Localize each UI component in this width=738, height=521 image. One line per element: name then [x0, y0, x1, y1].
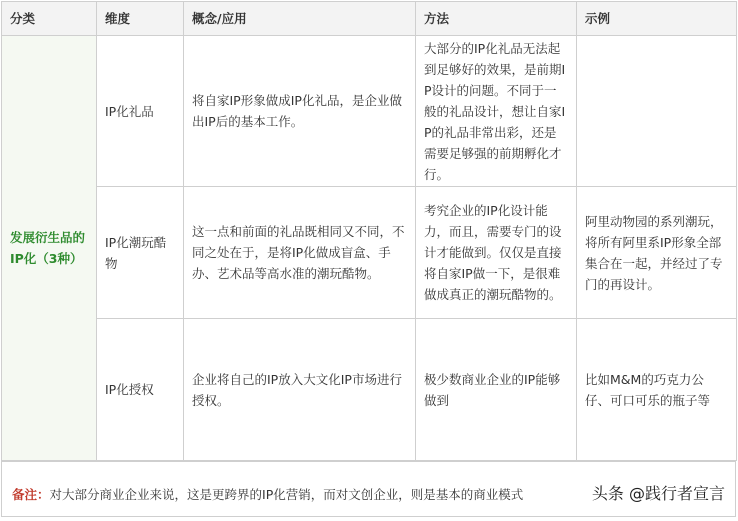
note-label: 备注：: [12, 487, 50, 502]
header-dimension: 维度: [97, 2, 184, 36]
table-row: [2, 36, 737, 187]
header-category: 分类: [2, 2, 97, 36]
dimension-cell: IP化礼品: [97, 36, 184, 187]
example-cell: 阿里动物园的系列潮玩，将所有阿里系IP形象全部集合在一起，并经过了专门的再设计。: [577, 187, 737, 319]
dimension-cell: IP化潮玩酷物: [97, 187, 184, 319]
method-cell: 大部分的IP化礼品无法起到足够好的效果，是前期IP设计的问题。不同于一般的礼品设计，想让自家IP的礼品非常出彩，还是需要足够强的前期孵化才行。: [416, 36, 577, 187]
classification-table: [1, 1, 737, 461]
concept-cell: 将自家IP形象做成IP化礼品，是企业做出IP后的基本工作。: [184, 36, 416, 187]
dimension-cell: IP化授权: [97, 319, 184, 461]
example-cell: 比如M&M的巧克力公仔、可口可乐的瓶子等: [577, 319, 737, 461]
header-method: 方法: [416, 2, 577, 36]
note-text: 对大部分商业企业来说，这是更跨界的IP化营销，而对文创企业，则是基本的商业模式: [49, 487, 524, 502]
header-example: 示例: [577, 2, 737, 36]
method-cell: 极少数商业企业的IP能够做到: [416, 319, 577, 461]
note-box: [1, 461, 736, 517]
note-line: [12, 485, 523, 503]
table-header-row: [2, 2, 737, 36]
method-cell: 考究企业的IP化设计能力，而且，需要专门的设计才能做到。仅仅是直接将自家IP做一下，是很难做成真正的潮玩酷物的。: [416, 187, 577, 319]
category-cell: 发展衍生品的IP化（3种）: [2, 36, 97, 461]
example-cell: [577, 36, 737, 187]
concept-cell: 这一点和前面的礼品既相同又不同，不同之处在于，是将IP化做成盲盒、手办、艺术品等高水准的潮玩酷物。: [184, 187, 416, 319]
table-row: [2, 319, 737, 461]
concept-cell: 企业将自己的IP放入大文化IP市场进行授权。: [184, 319, 416, 461]
header-concept: 概念/应用: [184, 2, 416, 36]
table-row: [2, 187, 737, 319]
watermark: 头条 @践行者宣言: [586, 481, 727, 504]
